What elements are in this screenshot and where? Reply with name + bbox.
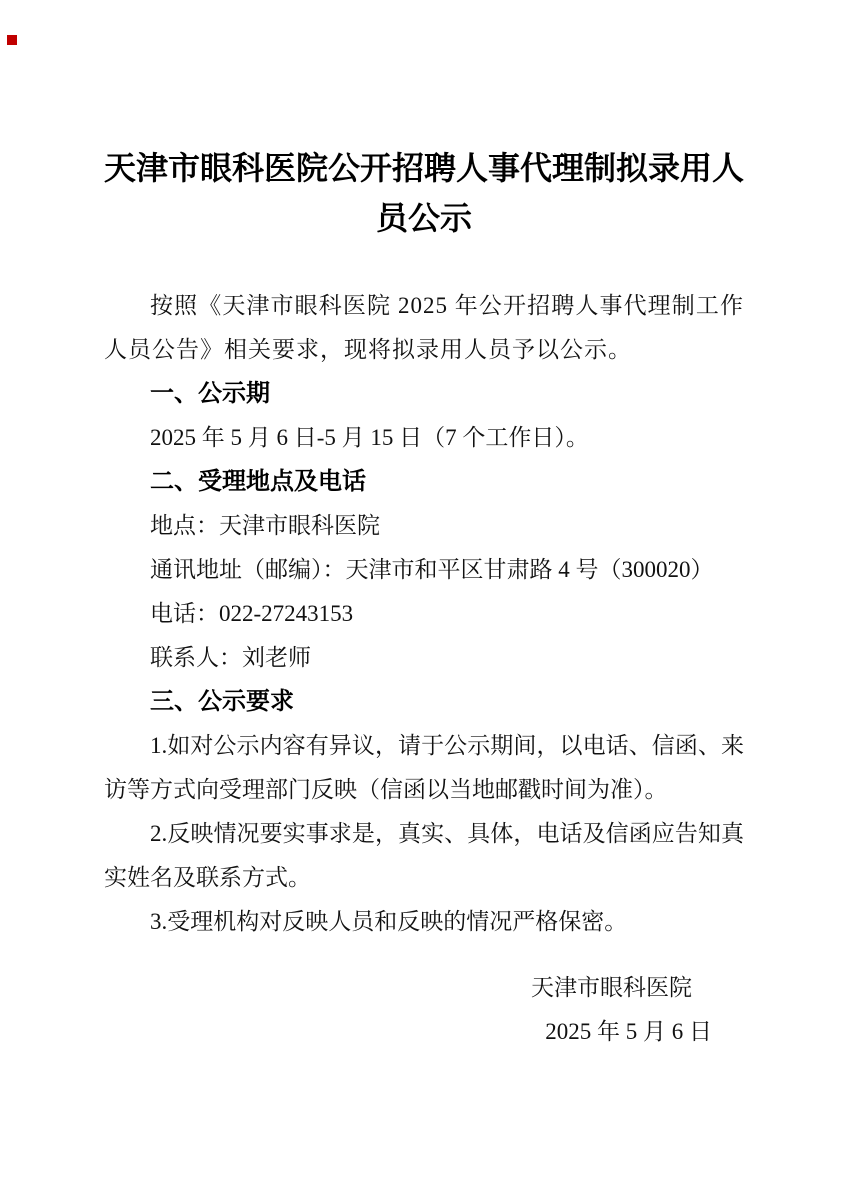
location-line: 地点：天津市眼科医院 [150,513,380,538]
address-line: 通讯地址（邮编）：天津市和平区甘肃路 4 号（300020） [150,557,714,582]
intro-paragraph: 按照《天津市眼科医院 2025 年公开招聘人事代理制工作人员公告》相关要求，现将拟录用人员予以公示。 [104,293,744,362]
heading-acceptance-location: 二、受理地点及电话 [150,468,366,495]
red-corner-mark [7,35,17,45]
publicity-period-line: 2025 年 5 月 6 日-5 月 15 日（7 个工作日）。 [150,425,589,450]
heading-publicity-requirements: 三、公示要求 [150,688,294,715]
contact-line: 联系人：刘老师 [150,645,311,670]
phone-line: 电话：022-27243153 [150,601,354,626]
requirement-line-3: 3.受理机构对反映人员和反映的情况严格保密。 [150,909,628,934]
signature-date: 2025 年 5 月 6 日 [545,1019,712,1044]
heading-publicity-period: 一、公示期 [150,380,270,407]
announcement-title: 天津市眼科医院公开招聘人事代理制拟录用人员公示 [103,150,744,236]
document-body [0,243,848,1054]
requirement-line-1: 1.如对公示内容有异议，请于公示期间，以电话、信函、来访等方式向受理部门反映（信函以当地邮戳时间为准）。 [104,733,744,802]
signature-organization: 天津市眼科医院 [531,975,692,1000]
signature-block [104,966,744,1054]
requirement-line-2: 2.反映情况要实事求是，真实、具体，电话及信函应告知真实姓名及联系方式。 [104,821,744,890]
